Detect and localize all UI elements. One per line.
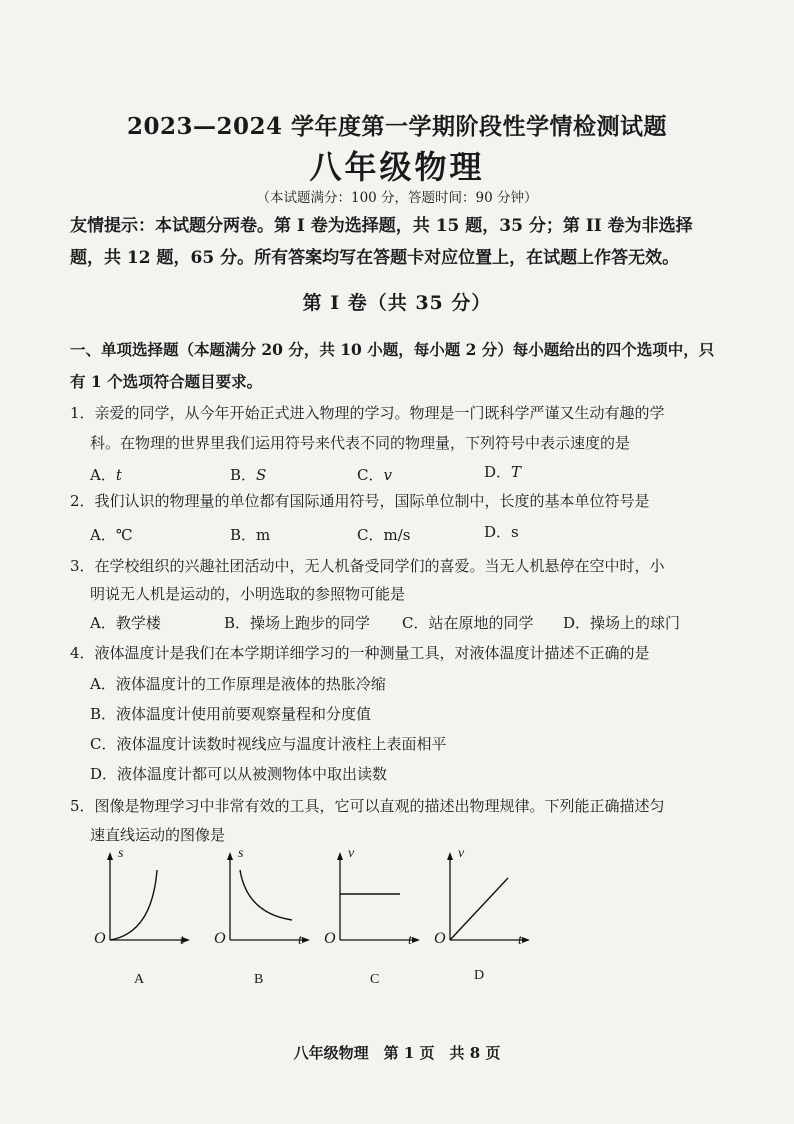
graph-d — [432, 848, 532, 953]
option-d: D．操场上的球门 — [563, 614, 681, 632]
question-5-line: 5．图像是物理学习中非常有效的工具，它可以直观的描述出物理规律。下列能正确描述匀 — [70, 797, 665, 815]
option-a: A．t — [90, 466, 122, 484]
graph-b-ylabel: s — [238, 846, 244, 861]
option-a: A．液体温度计的工作原理是液体的热胀冷缩 — [90, 675, 386, 693]
question-2-line: 2．我们认识的物理量的单位都有国际通用符号，国际单位制中，长度的基本单位符号是 — [70, 492, 650, 510]
question-3-line: 明说无人机是运动的，小明选取的参照物可能是 — [90, 585, 406, 603]
graph-c-caption: C — [370, 972, 380, 987]
option-b: B．液体温度计使用前要观察量程和分度值 — [90, 705, 372, 723]
graph-a — [92, 848, 192, 953]
graph-c-origin: O — [324, 930, 336, 947]
line-linear — [450, 878, 508, 940]
subject-title: 八年级物理 — [309, 148, 485, 186]
question-1-line: 科。在物理的世界里我们运用符号来代表不同的物理量，下列符号中表示速度的是 — [90, 434, 631, 452]
exam-info: （本试题满分：100 分，答题时间：90 分钟） — [256, 190, 538, 206]
graph-c-ylabel: v — [348, 846, 355, 861]
curve-decaying — [240, 870, 292, 920]
question-5-line: 速直线运动的图像是 — [90, 826, 226, 844]
graph-b-xlabel: t — [298, 933, 302, 948]
graph-d-xlabel: t — [518, 933, 522, 948]
graph-a-ylabel: s — [118, 846, 124, 861]
y-axis-arrow — [107, 852, 113, 860]
part-header-line: 一、单项选择题（本题满分 20 分，共 10 小题，每小题 2 分）每小题给出的四个选项中，只 — [70, 340, 715, 359]
tip-line: 友情提示：本试题分两卷。第 I 卷为选择题，共 15 题，35 分；第 II 卷为非选择 — [70, 216, 693, 236]
x-axis-arrow — [522, 937, 530, 943]
option-d: D．T — [484, 463, 522, 481]
friendly-tip — [70, 210, 730, 274]
option-b: B．操场上跑步的同学 — [224, 614, 371, 632]
option-b: B．S — [230, 466, 267, 484]
graph-a-xlabel: t — [180, 933, 184, 948]
graph-d-caption: D — [474, 968, 485, 983]
graph-b-origin: O — [214, 930, 226, 947]
y-axis-arrow — [447, 852, 453, 860]
question-1-line: 1．亲爱的同学，从今年开始正式进入物理的学习。物理是一门既科学严谨又生动有趣的学 — [70, 404, 665, 422]
graph-c-xlabel: t — [408, 933, 412, 948]
y-axis-arrow — [337, 852, 343, 860]
tip-line: 题，共 12 题，65 分。所有答案均写在答题卡对应位置上，在试题上作答无效。 — [70, 248, 680, 268]
page-footer: 八年级物理 第 1 页 共 8 页 — [293, 1044, 501, 1062]
option-b: B．m — [230, 526, 271, 544]
curve-rising — [110, 870, 157, 940]
part-header — [70, 334, 730, 398]
graph-c — [322, 848, 422, 953]
x-axis-arrow — [412, 937, 420, 943]
graph-d-origin: O — [434, 930, 446, 947]
option-c: C．v — [357, 466, 392, 484]
option-c: C．m/s — [357, 526, 411, 544]
graph-a-origin: O — [94, 930, 106, 947]
option-c: C．液体温度计读数时视线应与温度计液柱上表面相平 — [90, 735, 447, 753]
option-a: A．教学楼 — [90, 614, 161, 632]
option-a: A．℃ — [90, 526, 133, 544]
y-axis-arrow — [227, 852, 233, 860]
graph-b-caption: B — [254, 972, 264, 987]
graph-b — [212, 848, 312, 953]
option-c: C．站在原地的同学 — [402, 614, 534, 632]
option-d: D．液体温度计都可以从被测物体中取出读数 — [90, 765, 388, 783]
part-header-line: 有 1 个选项符合题目要求。 — [70, 372, 263, 391]
question-3-line: 3．在学校组织的兴趣社团活动中，无人机备受同学们的喜爱。当无人机悬停在空中时，小 — [70, 557, 665, 575]
question-4-line: 4．液体温度计是我们在本学期详细学习的一种测量工具，对液体温度计描述不正确的是 — [70, 644, 650, 662]
option-d: D．s — [484, 523, 519, 541]
exam-title: 2023—2024 学年度第一学期阶段性学情检测试题 — [126, 113, 668, 140]
x-axis-arrow — [302, 937, 310, 943]
section-title: 第 I 卷（共 35 分） — [302, 292, 492, 314]
graph-d-ylabel: v — [458, 846, 465, 861]
graph-a-caption: A — [134, 972, 145, 987]
